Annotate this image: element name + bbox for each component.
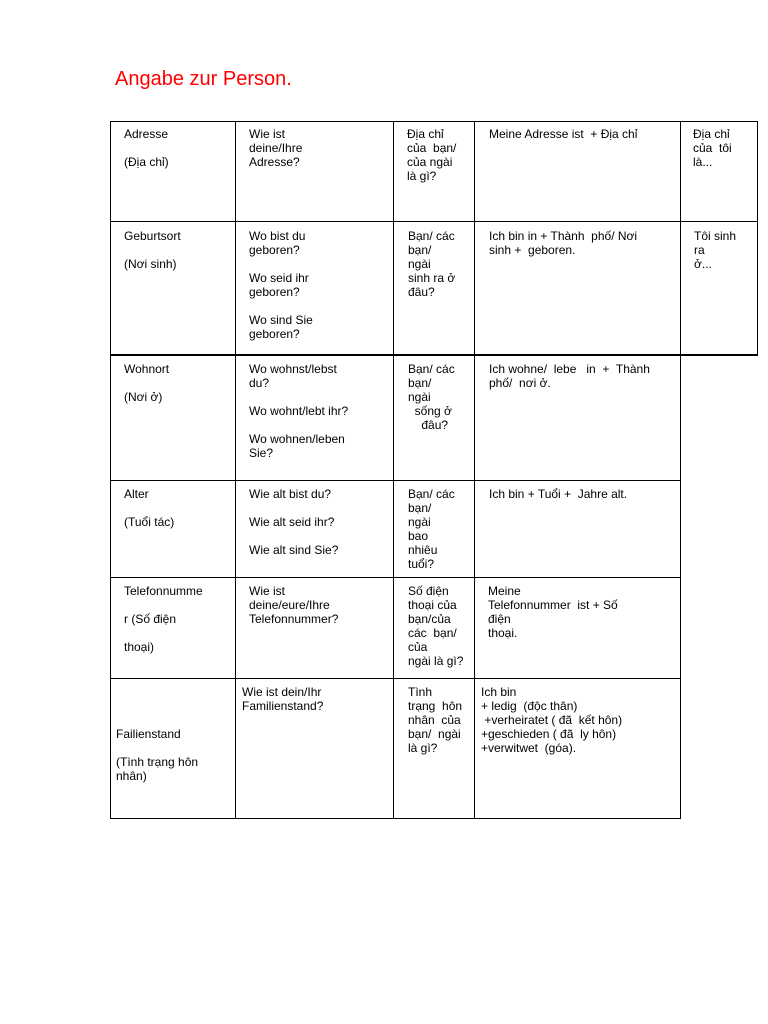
table-cell-german-question: Wie alt bist du? Wie alt seid ihr? Wie alt sind Sie? [249, 487, 339, 557]
table-cell-vietnamese-question: Bạn/ các bạn/ ngài sống ở đâu? [408, 362, 455, 432]
column-divider [680, 121, 681, 819]
column-divider [474, 121, 475, 819]
table-border-left [110, 121, 111, 819]
table-cell-german-term: Alter (Tuổi tác) [124, 487, 175, 529]
row-divider [110, 480, 680, 481]
table-cell-german-answer: Ich bin + Tuổi + Jahre alt. [489, 487, 628, 501]
table-cell-vietnamese-question: Tình trạng hôn nhân của bạn/ ngài là gì? [408, 685, 463, 755]
column-divider [393, 121, 394, 819]
table-border-bottom [110, 818, 680, 819]
table-cell-vietnamese-answer: Tôi sinh ra ở... [694, 229, 737, 271]
table-cell-german-answer: Ich wohne/ lebe in + Thành phố/ nơi ở. [489, 362, 650, 390]
table-cell-german-term: Failienstand (Tình trạng hôn nhân) [116, 727, 199, 783]
table-cell-german-term: Wohnort (Nơi ở) [124, 362, 170, 404]
table-cell-german-term: Geburtsort (Nơi sinh) [124, 229, 181, 271]
table-cell-german-answer: Meine Adresse ist + Địa chỉ [489, 127, 638, 141]
table-cell-german-question: Wie ist deine/eure/Ihre Telefonnummer? [249, 584, 339, 626]
table-cell-german-answer: Meine Telefonnummer ist + Số điện thoại. [488, 584, 618, 640]
table-cell-german-question: Wo wohnst/lebst du? Wo wohnt/lebt ihr? Wo wohnen/leben Sie? [249, 362, 349, 460]
table-cell-german-term: Adresse (Địa chỉ) [124, 127, 169, 169]
table-border-top [110, 121, 758, 122]
table-cell-vietnamese-question: Địa chỉ của bạn/ của ngài là gì? [407, 127, 457, 183]
table-cell-german-answer: Ich bin in + Thành phố/ Nơi sinh + geboren. [489, 229, 638, 257]
table-cell-german-question: Wie ist deine/Ihre Adresse? [249, 127, 303, 169]
table-cell-german-question: Wo bist du geboren? Wo seid ihr geboren? Wo sind Sie geboren? [249, 229, 313, 341]
row-divider [110, 221, 758, 222]
table-cell-vietnamese-question: Bạn/ các bạn/ ngài bao nhiêu tuổi? [408, 487, 455, 571]
table-cell-german-term: Telefonnumme r (Số điện thoại) [124, 584, 203, 654]
row-divider [110, 354, 758, 356]
table-cell-german-question: Wie ist dein/Ihr Familienstand? [242, 685, 324, 713]
table-border-right [757, 121, 758, 356]
table-cell-vietnamese-answer: Địa chỉ của tôi là... [693, 127, 732, 169]
table-cell-vietnamese-question: Số điện thoại của bạn/của các bạn/ của ngài là gì? [408, 584, 464, 668]
page-title: Angabe zur Person. [115, 68, 292, 90]
column-divider [235, 121, 236, 819]
table-cell-german-answer: Ich bin + ledig (độc thân) +verheiratet ( đã kết hôn) +geschieden ( đã ly hôn) +verwitwet (góa). [481, 685, 623, 755]
row-divider [110, 678, 680, 679]
row-divider [110, 577, 680, 578]
table-cell-vietnamese-question: Bạn/ các bạn/ ngài sinh ra ở đâu? [408, 229, 456, 299]
